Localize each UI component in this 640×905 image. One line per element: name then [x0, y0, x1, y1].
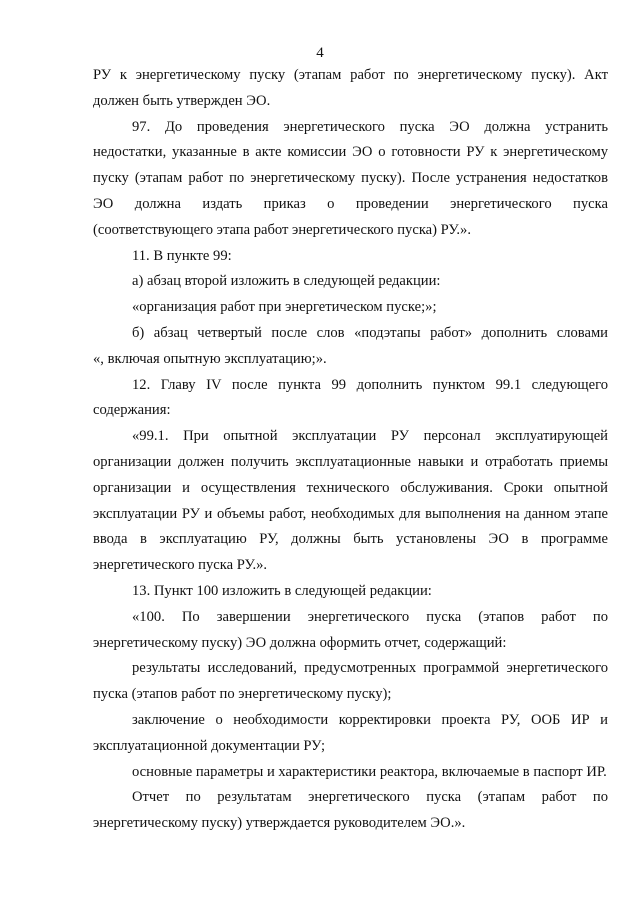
text-line: «организация работ при энергетическом пуске;»;: [132, 299, 437, 316]
paragraph-report: [93, 785, 608, 837]
text-line: энергетическому пуску) ЭО должна оформить отчет, содержащий:: [93, 634, 507, 651]
text-line: Отчет по результатам энергетического пуска (этапам работ по: [132, 789, 608, 806]
text-line: эксплуатационной документации РУ;: [93, 737, 326, 754]
text-line: заключение о необходимости корректировки проекта РУ, ООБ ИР и: [132, 711, 608, 728]
text-line: а) абзац второй изложить в следующей редакции:: [132, 273, 441, 290]
text-line: содержания:: [93, 402, 171, 419]
text-line: результаты исследований, предусмотренных программой энергетического: [132, 660, 608, 677]
text-line: недостатки, указанные в акте комиссии ЭО о готовности РУ к энергетическому: [93, 144, 608, 161]
paragraph-results: [93, 656, 608, 708]
text-line: «, включая опытную эксплуатацию;».: [93, 350, 327, 367]
text-line: 97. До проведения энергетического пуска ЭО должна устранить: [132, 118, 608, 135]
text-line: энергетического пуска РУ.».: [93, 557, 268, 574]
text-line: организации должен получить эксплуатационные навыки и отработать приемы: [93, 453, 608, 470]
text-line: (соответствующего этапа работ энергетического пуска) РУ.».: [93, 221, 471, 238]
text-line: основные параметры и характеристики реактора, включаемые в паспорт ИР.: [132, 763, 607, 780]
paragraph-conclusion: [93, 708, 608, 760]
paragraph-97: [93, 115, 608, 244]
text-line: эксплуатации РУ и объемы работ, необходимых для выполнения на данном этапе: [93, 505, 608, 522]
text-line: 11. В пункте 99:: [132, 247, 232, 264]
paragraph-12: [93, 373, 608, 425]
text-line: пуска (этапов работ по энергетическому пуску);: [93, 686, 392, 703]
paragraph-11b: [93, 321, 608, 373]
text-line: энергетическому пуску) утверждается руководителем ЭО.».: [93, 815, 466, 832]
text-line: ЭО должна издать приказ о проведении энергетического пуска: [93, 195, 608, 212]
paragraph-11: [93, 244, 608, 270]
text-line: «100. По завершении энергетического пуска (этапов работ по: [132, 608, 608, 625]
text-line: ввода в эксплуатацию РУ, должны быть установлены ЭО в программе: [93, 531, 608, 548]
text-line: 13. Пункт 100 изложить в следующей редакции:: [132, 582, 432, 599]
text-line: РУ к энергетическому пуску (этапам работ по энергетическому пуску). Акт: [93, 67, 608, 83]
text-line: пуску (этапам работ по энергетическому пуску). После устранения недостатков: [93, 170, 608, 187]
paragraph-100: [93, 605, 608, 657]
paragraph-11a: [93, 269, 608, 321]
paragraph-99-1: [93, 424, 608, 579]
paragraph-parameters: [93, 760, 608, 786]
paragraph-continuation: [93, 63, 608, 115]
text-line: б) абзац четвертый после слов «подэтапы работ» дополнить словами: [132, 324, 608, 341]
text-line: «99.1. При опытной эксплуатации РУ персонал эксплуатирующей: [132, 428, 608, 445]
paragraph-13: [93, 579, 608, 605]
document-body: [93, 63, 608, 837]
text-line: 12. Главу IV после пункта 99 дополнить пунктом 99.1 следующего: [132, 376, 608, 393]
page-number: 4: [316, 45, 324, 61]
text-line: организации и осуществления технического обслуживания. Сроки опытной: [93, 479, 608, 496]
text-line: должен быть утвержден ЭО.: [93, 92, 271, 109]
